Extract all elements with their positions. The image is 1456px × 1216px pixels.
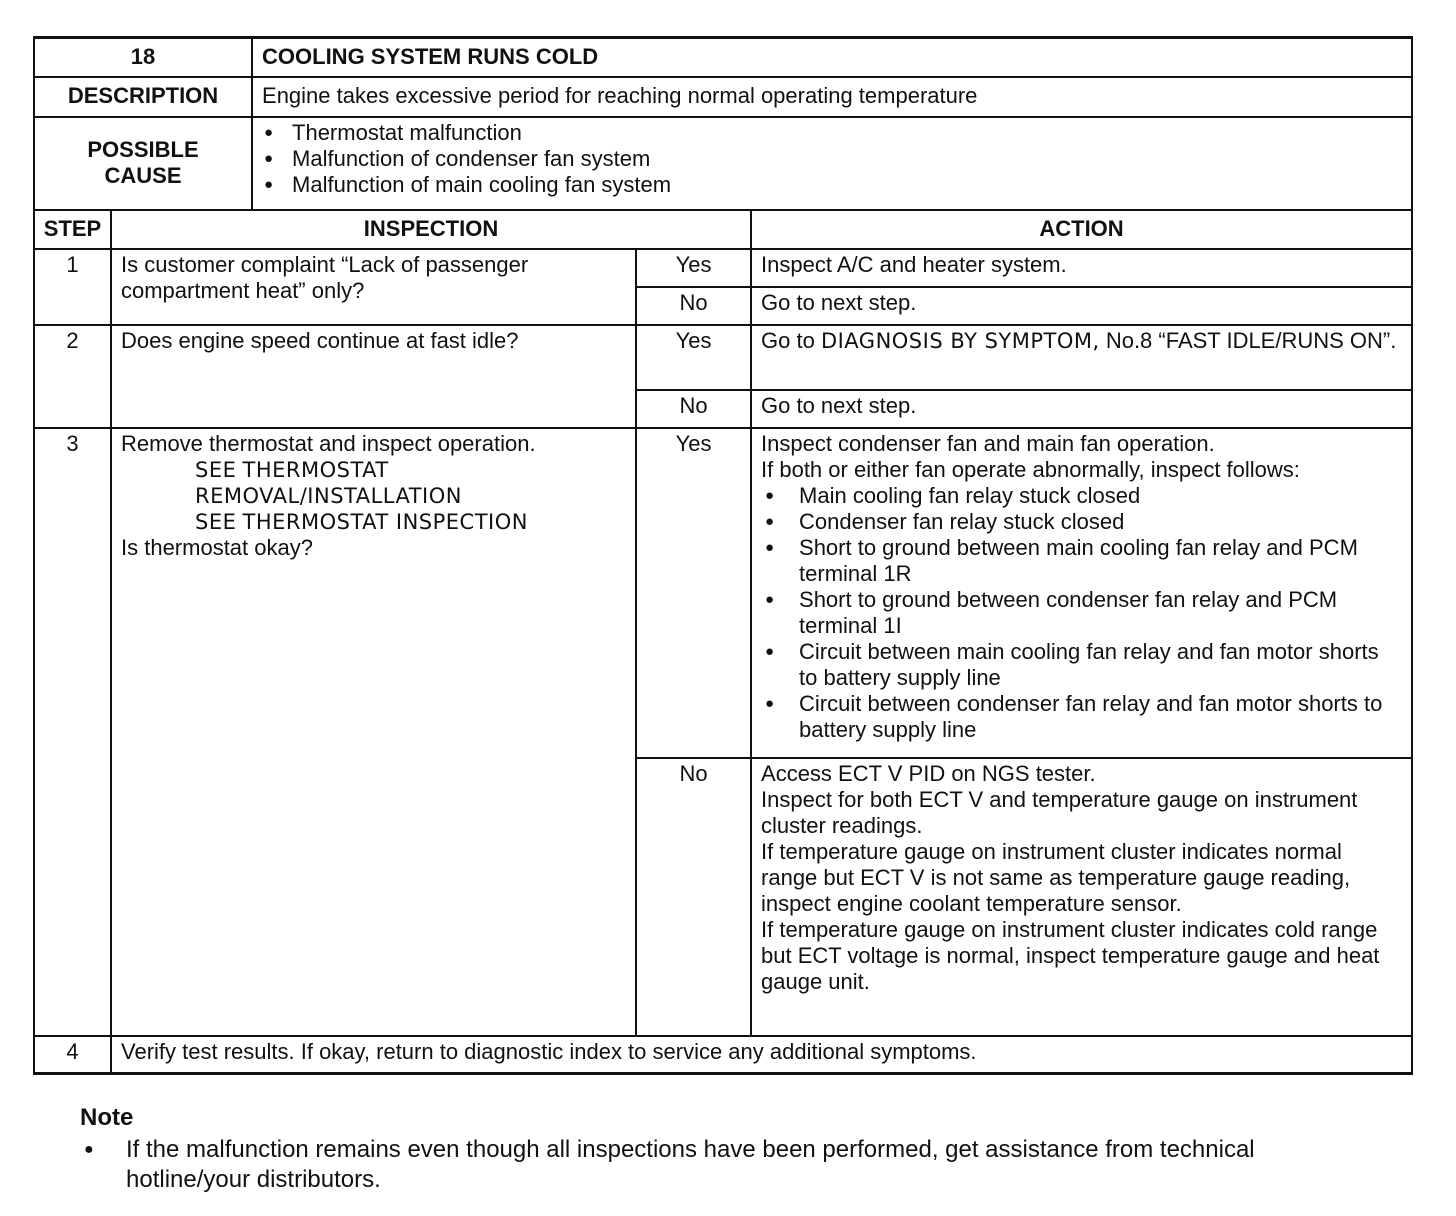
step-3-no-label: No: [636, 758, 751, 1036]
description-text: Engine takes excessive period for reaching normal operating temperature: [252, 77, 1412, 117]
see-thermostat-removal-ref: [121, 457, 626, 483]
diagnosis-table: [33, 36, 1413, 1075]
step-4-row: [34, 1036, 1412, 1074]
action-column-header: ACTION: [751, 210, 1412, 249]
step-3-yes-row: [34, 428, 1412, 758]
possible-cause-row: [34, 117, 1412, 210]
see-target: THERMOSTAT: [242, 457, 389, 482]
cause-item: ● Malfunction of main cooling fan system: [262, 172, 1402, 198]
note-text: If the malfunction remains even though all inspections have been performed, get assistance from technical hotline/your distributors.: [126, 1136, 1255, 1193]
inspect-item: ● Circuit between main cooling fan relay and fan motor shorts to battery supply line: [761, 639, 1402, 691]
step-3-no-action-line: Access ECT V PID on NGS tester.: [761, 760, 1096, 786]
possible-cause-list: [252, 117, 1412, 210]
step-2-yes-row: [34, 325, 1412, 390]
see-label: SEE: [195, 509, 237, 534]
step-3-no-action-line: If temperature gauge on instrument cluster indicates normal range but ECT V is not same as temperature gauge reading, inspect engine coolant temperature sensor.: [761, 838, 1351, 916]
title-row: [34, 38, 1412, 77]
step-2-yes-action-suffix: No.8 “FAST IDLE/RUNS ON”.: [1099, 327, 1397, 353]
step-3-number: 3: [34, 428, 111, 1036]
step-3-inspection: [111, 428, 636, 1036]
note-title: Note: [80, 1104, 134, 1131]
step-2-yes-action-prefix: Go to: [761, 327, 821, 353]
see-target-continued: REMOVAL/INSTALLATION: [195, 483, 462, 508]
symptom-number: 18: [34, 38, 252, 77]
see-label: SEE: [195, 457, 237, 482]
step-3-no-action-line: Inspect for both ECT V and temperature gauge on instrument cluster readings.: [761, 786, 1358, 838]
step-3-inspection-line: Remove thermostat and inspect operation.: [121, 430, 536, 456]
inspect-item: ● Short to ground between condenser fan relay and PCM terminal 1I: [761, 587, 1402, 639]
column-header-row: [34, 210, 1412, 249]
step-3-yes-label: Yes: [636, 428, 751, 758]
bullet-icon: ●: [84, 1141, 94, 1158]
inspect-item: ● Condenser fan relay stuck closed: [761, 509, 1402, 535]
step-1-yes-row: [34, 249, 1412, 287]
description-row: [34, 77, 1412, 117]
step-1-no-action: Go to next step.: [751, 287, 1412, 325]
step-2-no-action: Go to next step.: [751, 390, 1412, 428]
inspect-item: ● Circuit between condenser fan relay and fan motor shorts to battery supply line: [761, 691, 1402, 743]
step-2-inspection: Does engine speed continue at fast idle?: [111, 325, 636, 428]
step-2-no-label: No: [636, 390, 751, 428]
step-3-yes-action-line: If both or either fan operate abnormally, inspect follows:: [761, 456, 1300, 482]
description-label: DESCRIPTION: [34, 77, 252, 117]
step-2-number: 2: [34, 325, 111, 428]
step-3-yes-action: [751, 428, 1412, 758]
see-target: THERMOSTAT INSPECTION: [242, 509, 528, 534]
step-4-number: 4: [34, 1036, 111, 1074]
step-3-no-action: [751, 758, 1412, 1036]
step-3-inspection-question: Is thermostat okay?: [121, 534, 313, 560]
note-item: [80, 1135, 1380, 1195]
step-2-yes-action: [751, 325, 1412, 390]
step-column-header: STEP: [34, 210, 111, 249]
inspection-column-header: INSPECTION: [111, 210, 751, 249]
inspect-item: ● Short to ground between main cooling fan relay and PCM terminal 1R: [761, 535, 1402, 587]
cause-item: ● Malfunction of condenser fan system: [262, 146, 1402, 172]
step-3-yes-action-line: Inspect condenser fan and main fan operation.: [761, 430, 1215, 456]
possible-cause-label-line2: CAUSE: [104, 162, 182, 188]
symptom-title: COOLING SYSTEM RUNS COLD: [252, 38, 1412, 77]
step-3-no-action-line: If temperature gauge on instrument cluster indicates cold range but ECT voltage is normal, inspect temperature gauge and heat gauge unit.: [761, 916, 1380, 994]
cause-item: ● Thermostat malfunction: [262, 120, 1402, 146]
note-section: [80, 1103, 1380, 1195]
diagnosis-by-symptom-reference: DIAGNOSIS BY SYMPTOM,: [820, 328, 1100, 353]
possible-cause-label: [34, 117, 252, 210]
step-1-yes-action: Inspect A/C and heater system.: [751, 249, 1412, 287]
inspect-item: ● Main cooling fan relay stuck closed: [761, 483, 1402, 509]
step-1-no-label: No: [636, 287, 751, 325]
step-1-inspection: Is customer complaint “Lack of passenger compartment heat” only?: [111, 249, 636, 325]
step-1-number: 1: [34, 249, 111, 325]
step-2-yes-label: Yes: [636, 325, 751, 390]
step-1-yes-label: Yes: [636, 249, 751, 287]
step-4-text: Verify test results. If okay, return to diagnostic index to service any additional symptoms.: [111, 1036, 1412, 1074]
see-thermostat-inspection-ref: [121, 509, 626, 535]
possible-cause-label-line1: POSSIBLE: [87, 136, 199, 162]
